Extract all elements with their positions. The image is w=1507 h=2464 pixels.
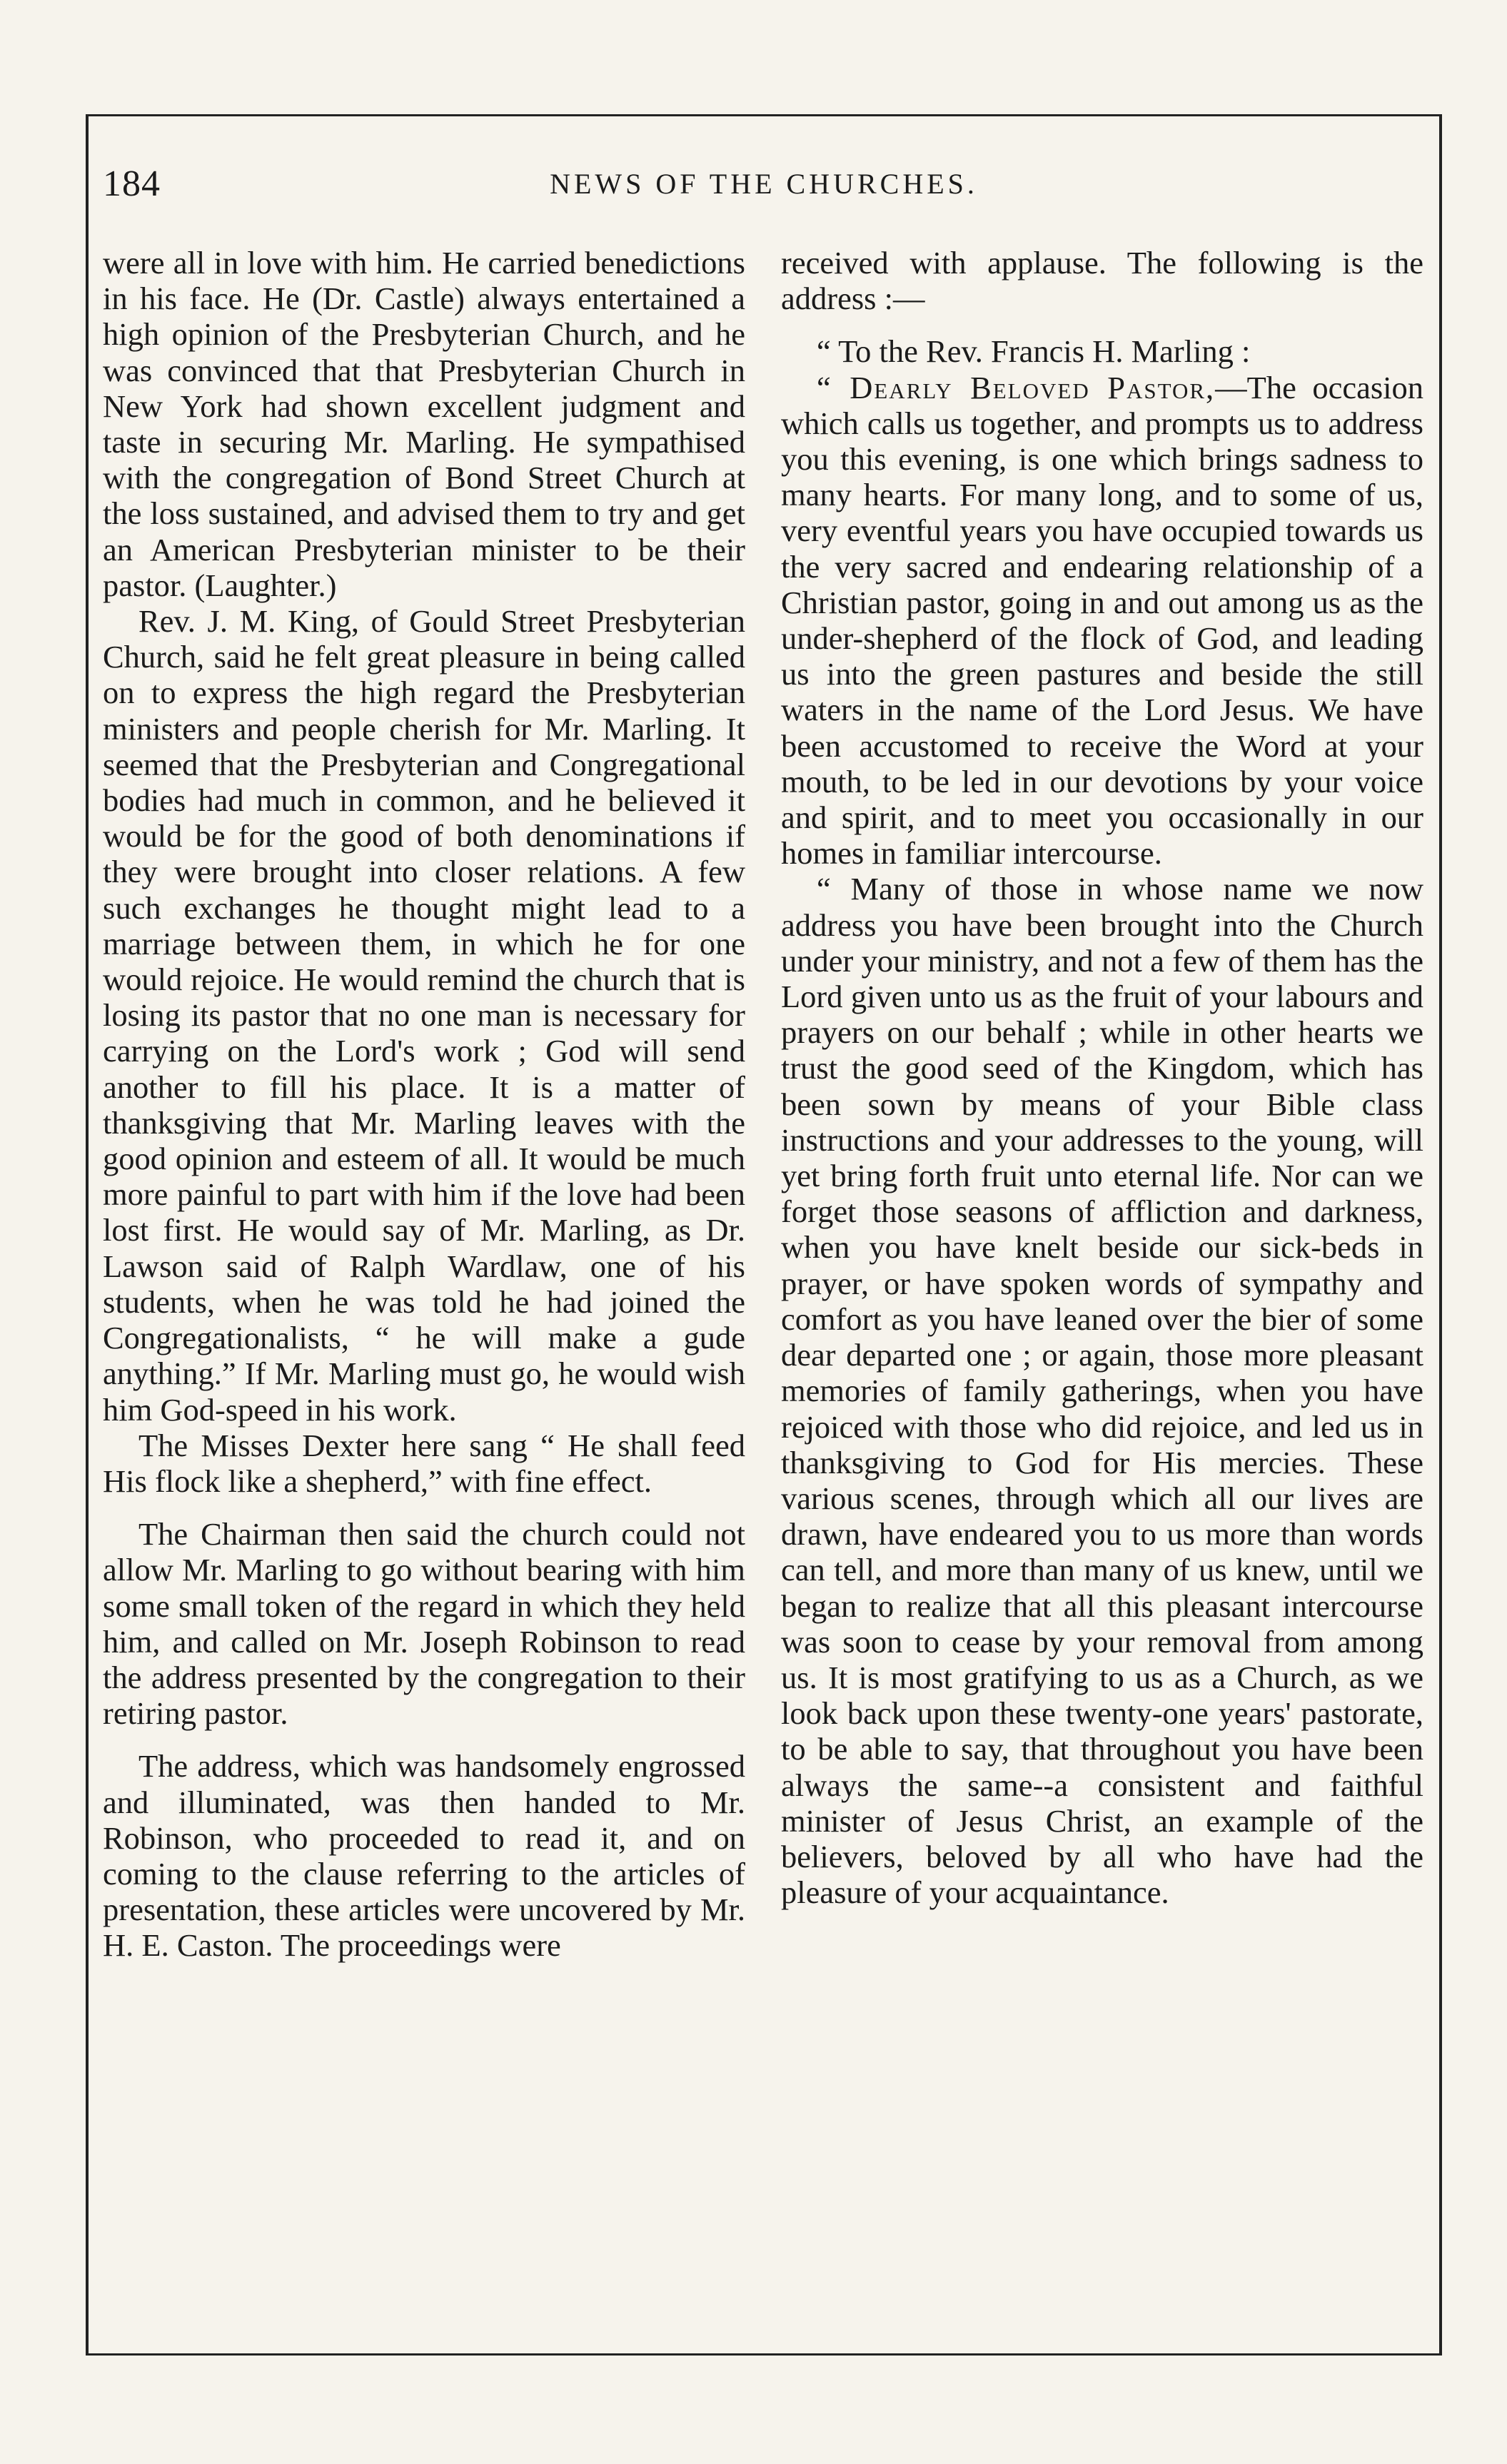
left-paragraph-2: Rev. J. M. King, of Gould Street Presbyterian Church, said he felt great pleasure in being called on to express the high regard the Presbyterian ministers and people cherish for Mr. Marling. It seemed that the Presbyterian and Congregational bodies had much in common, and he believed it would be for the good of both denominations if they were brought into closer relations. A few such exchanges he thought might lead to a marriage between them, in which he for one would rejoice. He would remind the church that is losing its pastor that no one man is necessary for carrying on the Lord's work ; God will send another to fill his place. It is a matter of thanksgiving that Mr. Marling leaves with the good opinion and esteem of all. It would be much more painful to part with him if the love had been lost first. He would say of Mr. Marling, as Dr. Lawson said of Ralph Wardlaw, one of his students, when he was told he had joined the Congregationalists, “ he will make a gude anything.” If Mr. Marling must go, he would wish him God-speed in his work.: [103, 603, 745, 1428]
salutation: “ Dearly Beloved Pastor,: [817, 369, 1216, 405]
right-paragraph-3: [781, 370, 1423, 872]
left-paragraph-5: The address, which was handsomely engrossed and illuminated, was then handed to Mr. Robinson, who proceeded to read it, and on coming to the clause referring to the articles of presentation, these articles were uncovered by Mr. H. E. Caston. The proceedings were: [103, 1748, 745, 1964]
left-paragraph-4: The Chairman then said the church could not allow Mr. Marling to go without bearing with him some small token of the regard in which they held him, and called on Mr. Joseph Robinson to read the address presented by the congregation to their retiring pastor.: [103, 1516, 745, 1732]
right-column: [781, 245, 1423, 2311]
right-paragraph-1: received with applause. The following is the address :—: [781, 245, 1423, 317]
left-paragraph-1: were all in love with him. He carried benedictions in his face. He (Dr. Castle) always entertained a high opinion of the Presbyterian Church, and he was convinced that that Presbyterian Church in New York had shown excellent judgment and taste in securing Mr. Marling. He sympathised with the congregation of Bond Street Church at the loss sustained, and advised them to try and get an American Presbyterian minister to be their pastor. (Laughter.): [103, 245, 745, 603]
page-number: 184: [103, 163, 161, 204]
running-title: NEWS OF THE CHURCHES.: [550, 168, 978, 200]
right-paragraph-2: “ To the Rev. Francis H. Marling :: [817, 333, 1251, 370]
left-paragraph-3: The Misses Dexter here sang “ He shall feed His flock like a shepherd,” with fine effect.: [103, 1427, 745, 1499]
left-column: [103, 245, 745, 2311]
text-columns: [103, 245, 1425, 2311]
right-paragraph-4: “ Many of those in whose name we now address you have been brought into the Church under your ministry, and not a few of them has the Lord given unto us as the fruit of your labours and prayers on our behalf ; while in other hearts we trust the good seed of the Kingdom, which has been sown by means of your Bible class instructions and your addresses to the young, will yet bring forth fruit unto eternal life. Nor can we forget those seasons of affliction and darkness, when you have knelt beside our sick-beds in prayer, or have spoken words of sympathy and comfort as you have leaned over the bier of some dear departed one ; or again, those more pleasant memories of family gatherings, when you have rejoiced with those who did rejoice, and led us in thanksgiving to God for His mercies. These various scenes, through which all our lives are drawn, have endeared you to us more than words can tell, and more than many of us knew, until we began to realize that all this pleasant intercourse was soon to cease by your removal from among us. It is most gratifying to us as a Church, as we look back upon these twenty-one years' pastorate, to be able to say, that throughout you have been always the same--a consistent and faithful minister of Jesus Christ, an example of the believers, beloved by all who have had the pleasure of your acquaintance.: [781, 871, 1423, 1911]
page-frame: [86, 114, 1442, 2356]
page-header: [103, 159, 1425, 209]
salutation-body: —The occasion which calls us together, and prompts us to address you this evening, is one which brings sadness to many hearts. For many long, and to some of us, very eventful years you have occupied towards us the very sacred and endearing relationship of a Christian pastor, going in and out among us as the under-shepherd of the flock of God, and leading us into the green pastures and beside the still waters in the name of the Lord Jesus. We have been accustomed to receive the Word at your mouth, to be led in our devotions by your voice and spirit, and to meet you occasionally in our homes in familiar intercourse.: [781, 369, 1424, 872]
